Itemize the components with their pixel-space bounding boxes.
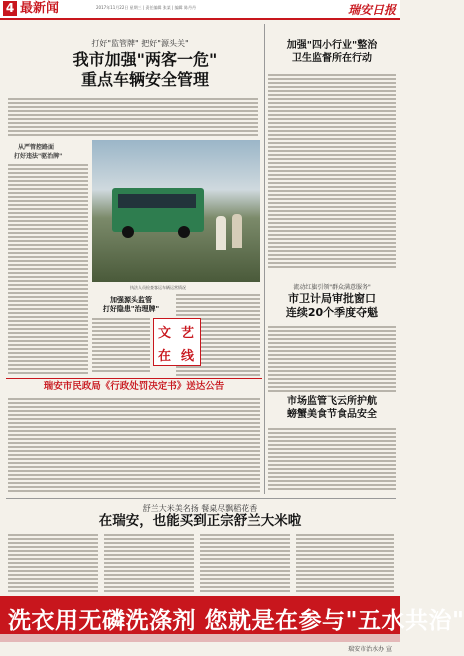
food-column-2	[104, 532, 194, 592]
page-header	[0, 0, 400, 20]
ad-banner	[0, 596, 464, 642]
right2-text	[268, 324, 396, 392]
right2-kicker: 流动红旗引领"群众满意服务"	[293, 284, 371, 291]
page-meta: 2017年11月22日 星期三 | 责任编辑 张某 | 编辑 陈丹丹	[96, 5, 196, 10]
logo-char: 线	[181, 349, 195, 364]
right3-headline-line1: 市场监管飞云所护航	[287, 396, 377, 407]
section-divider	[6, 498, 396, 499]
main-subhead-1: 从严管控路面	[18, 144, 55, 151]
school-text	[92, 316, 150, 374]
logo-char: 文	[158, 326, 172, 341]
main-lead-text	[8, 96, 258, 136]
photo-caption: 执法人员检查客运车辆运营情况	[130, 285, 186, 290]
food-headline: 在瑞安，也能买到正宗舒兰大米啦	[98, 513, 302, 529]
school-headline-line2: 打好隐患"治理牌"	[102, 305, 160, 313]
food-column-3	[200, 532, 290, 592]
food-column-4	[296, 532, 394, 592]
photo-person	[216, 216, 226, 250]
arts-online-logo	[153, 318, 201, 366]
right3-headline-line2: 螃蟹美食节食品安全	[287, 409, 377, 420]
right2-headline-line1: 市卫计局审批窗口	[288, 292, 376, 305]
logo-char: 艺	[181, 326, 195, 341]
right1-text	[268, 72, 396, 270]
notice-text	[8, 396, 260, 494]
photo-person	[232, 214, 242, 248]
newspaper-name: 瑞安日报	[347, 3, 396, 17]
main-column-1	[8, 162, 88, 376]
notice-headline: 瑞安市民政局《行政处罚决定书》送达公告	[43, 381, 225, 392]
notice-rule	[6, 378, 262, 379]
food-kicker: 舒兰大米美名扬 餐桌尽飘稻花香	[142, 504, 258, 513]
ad-banner-text: 洗衣用无磷洗涤剂 您就是在参与"五水共治"	[8, 608, 464, 634]
main-subhead-2: 打好违法"驱治牌"	[14, 153, 63, 160]
news-photo	[92, 140, 260, 282]
main-headline-line2: 重点车辆安全管理	[80, 70, 209, 89]
right2-headline-line2: 连续20个季度夺魁	[285, 306, 379, 319]
section-title: 最新闻	[20, 1, 60, 16]
right1-headline-line1: 加强"四小行业"整治	[286, 40, 378, 51]
logo-char: 在	[158, 349, 172, 364]
column-divider	[264, 24, 265, 494]
photo-bus	[112, 188, 204, 232]
page-number: 4	[3, 1, 17, 16]
main-kicker: 打好"监管牌" 把好"源头关"	[91, 39, 189, 48]
school-headline-line1: 加强源头监管	[110, 296, 152, 304]
food-column-1	[8, 532, 98, 592]
main-headline-line1: 我市加强"两客一危"	[72, 50, 218, 69]
ad-banner-stripe	[0, 634, 400, 642]
right1-headline-line2: 卫生监督所在行动	[292, 53, 372, 64]
ad-footer: 瑞安市治水办 宣	[348, 646, 392, 653]
right3-text	[268, 426, 396, 492]
